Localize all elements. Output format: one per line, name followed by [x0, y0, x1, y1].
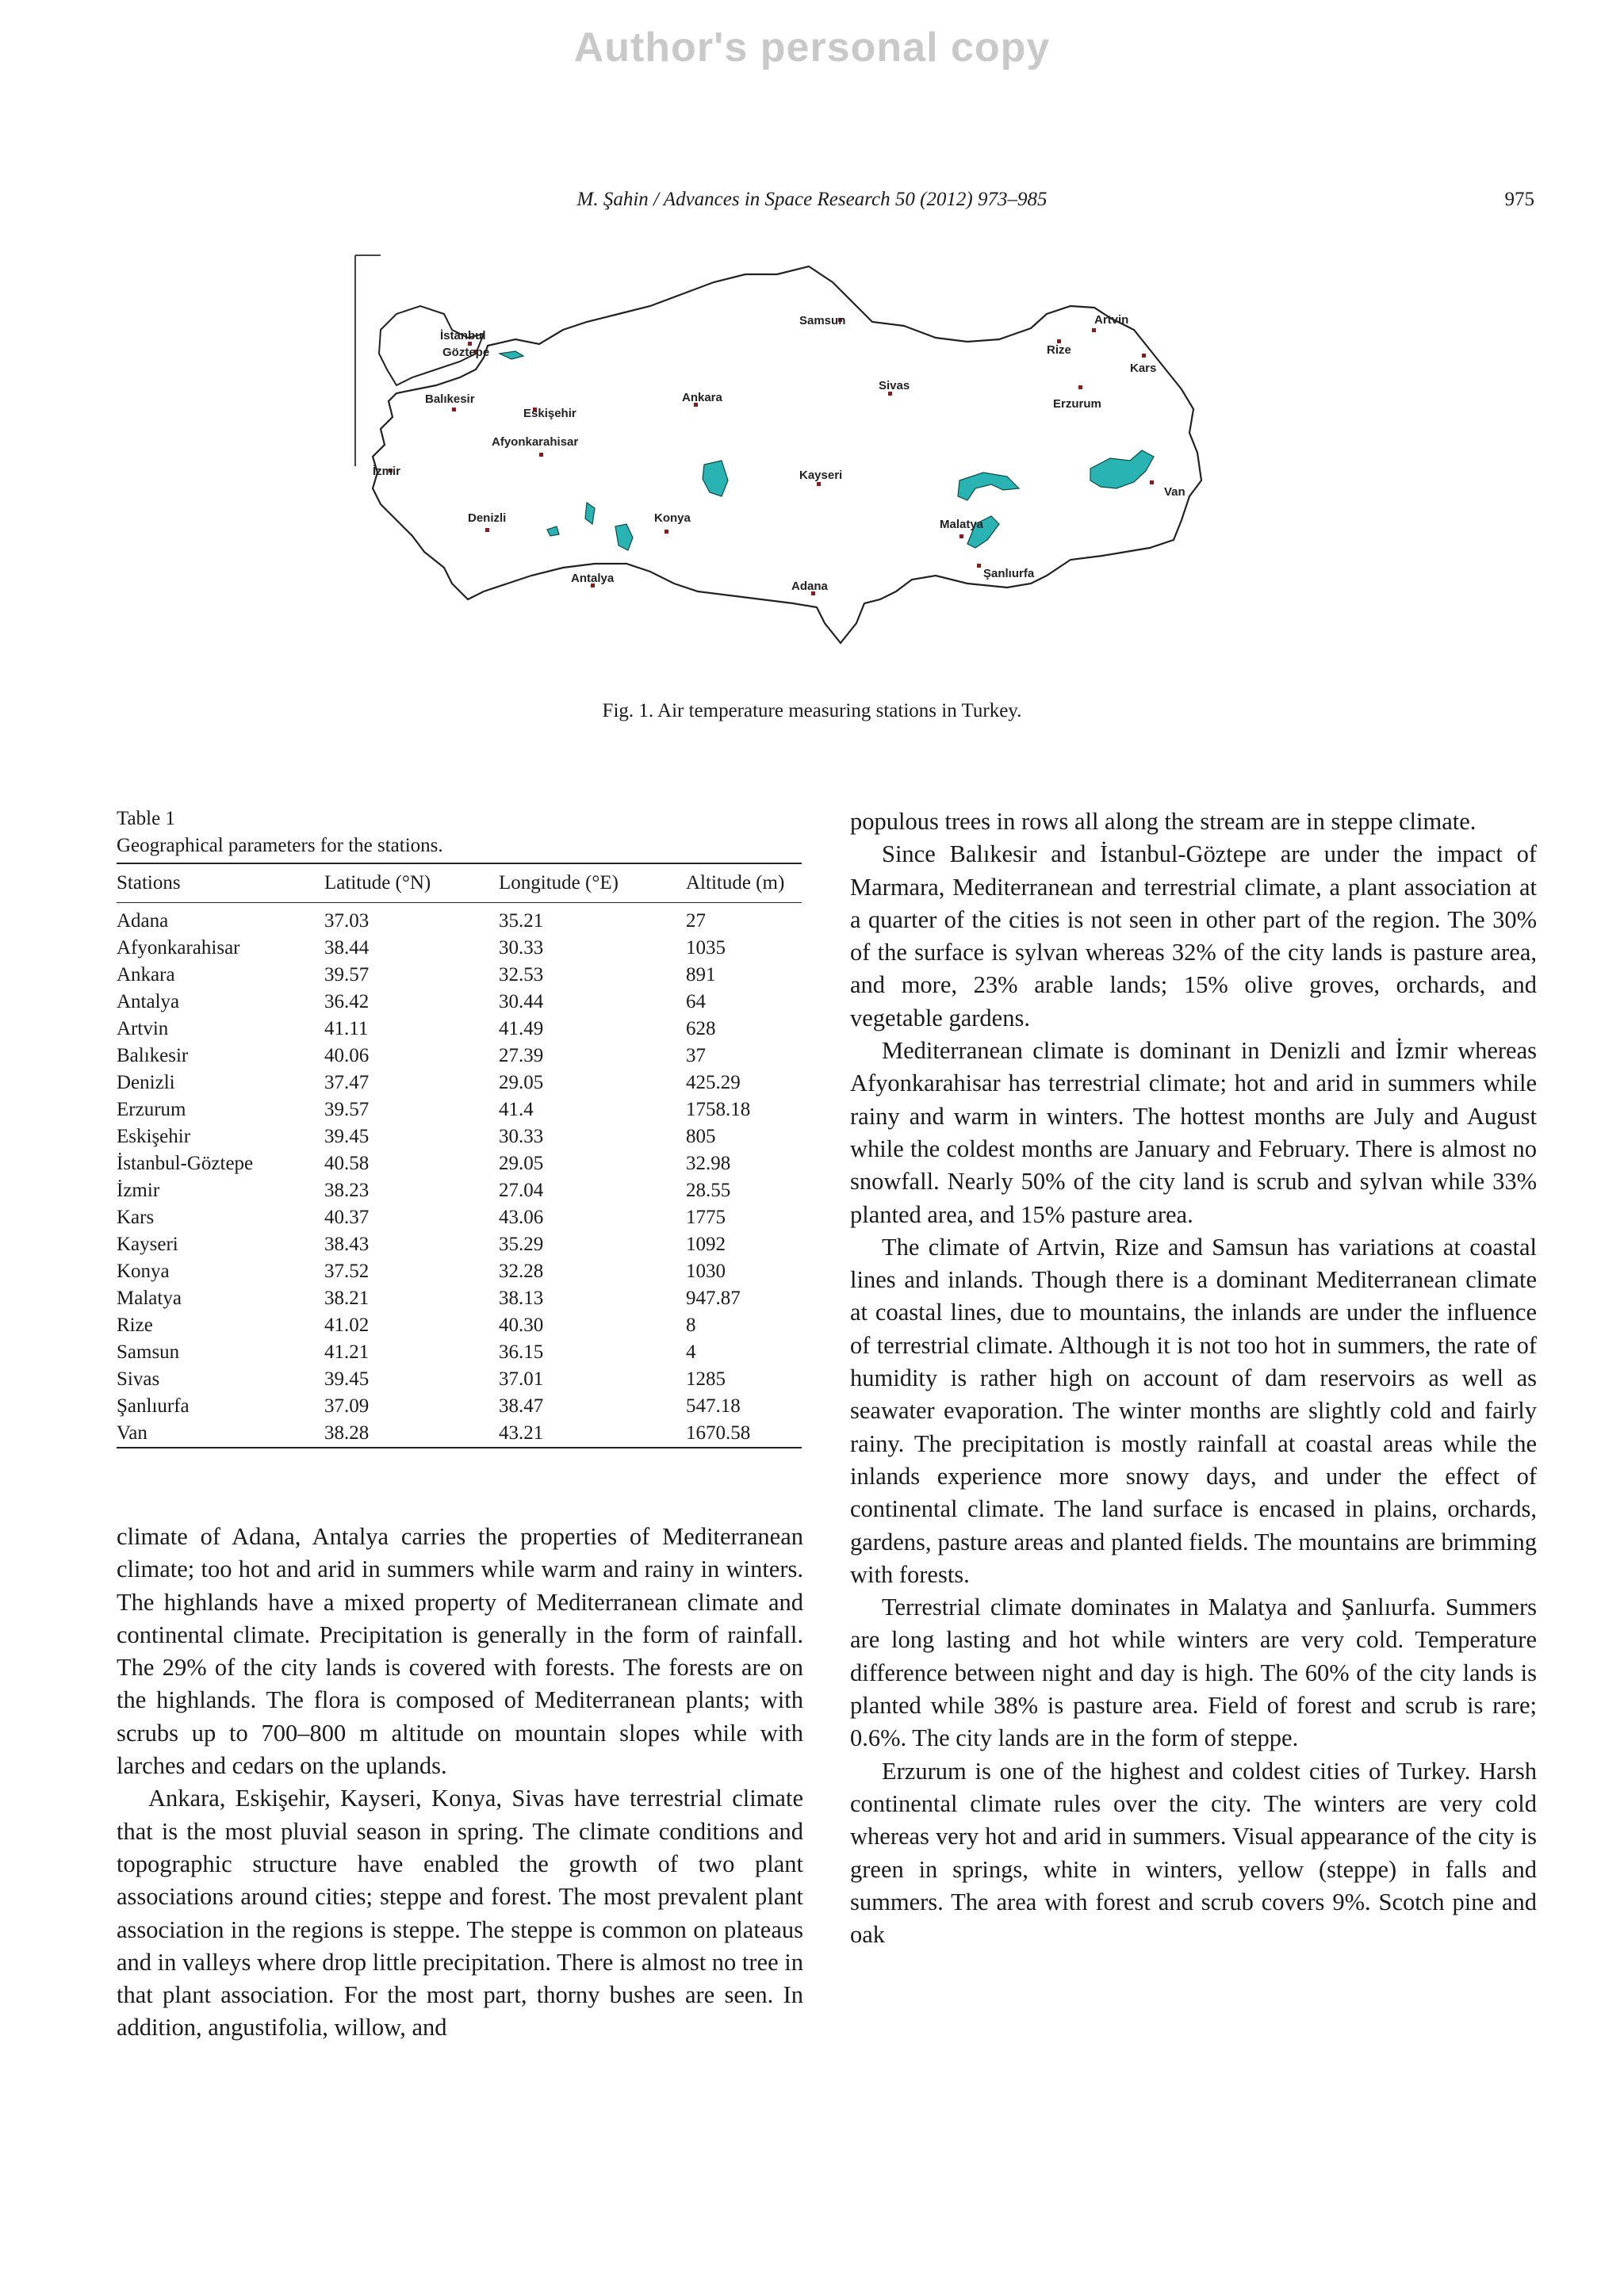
cell-altitude: 1285 [686, 1368, 726, 1390]
cell-longitude: 40.30 [499, 1314, 544, 1336]
table-row [117, 1070, 802, 1096]
cell-longitude: 38.13 [499, 1288, 544, 1309]
cell-altitude: 1775 [686, 1207, 726, 1228]
table-row [117, 1016, 802, 1043]
table-row [117, 1177, 802, 1204]
cell-station: İzmir [117, 1180, 160, 1201]
cell-longitude: 29.05 [499, 1153, 544, 1174]
cell-longitude: 43.21 [499, 1422, 544, 1444]
paragraph: populous trees in rows all along the stream are in steppe climate. [850, 808, 1477, 835]
cell-altitude: 628 [686, 1018, 716, 1039]
cell-latitude: 38.21 [324, 1288, 370, 1309]
table-row [117, 1285, 802, 1312]
cell-longitude: 30.44 [499, 991, 544, 1012]
city-label-sanliurfa: Şanlıurfa [983, 567, 1035, 580]
cell-longitude: 32.28 [499, 1261, 544, 1282]
cell-latitude: 40.06 [324, 1045, 370, 1066]
cell-station: Erzurum [117, 1099, 186, 1120]
cell-station: İstanbul-Göztepe [117, 1153, 254, 1174]
cell-latitude: 39.45 [324, 1368, 370, 1390]
table-row [117, 935, 802, 962]
left-text-column [117, 1521, 803, 2045]
table-header-row [117, 863, 802, 903]
table-row [117, 962, 802, 989]
cell-latitude: 38.44 [324, 937, 370, 959]
city-label-antalya: Antalya [571, 572, 615, 585]
paragraph: Mediterranean climate is dominant in Denizli and İzmir whereas Afyonkarahisar has terrestrial climate; hot and arid in summers while rainy and warm in winters. The hottest months are July and August while the coldest months are January and February. There is almost no snowfall. Nearly 50% of the city land is scrub and sylvan while 33% planted area, and 15% pasture area. [850, 1037, 1537, 1228]
city-label-artvin: Artvin [1094, 313, 1129, 327]
table-row [117, 1204, 802, 1231]
table-row [117, 903, 802, 936]
station-table [117, 863, 802, 1448]
station-table-block [117, 806, 802, 1448]
cell-station: Sivas [117, 1368, 160, 1390]
table-row [117, 1420, 802, 1448]
cell-latitude: 38.23 [324, 1180, 370, 1201]
dam-keban [958, 473, 1019, 500]
city-label-kars: Kars [1130, 362, 1157, 375]
cell-longitude: 29.05 [499, 1072, 544, 1093]
paragraph: Terrestrial climate dominates in Malatya and Şanlıurfa. Summers are long lasting and hot while winters are very cold. Temperature difference between night and day is high. The 60% of the city lands is planted while 38% is pasture area. Field of forest and scrub is rare; 0.6%. The city lands are in the form of steppe. [850, 1594, 1537, 1752]
right-text-column [850, 806, 1537, 1951]
table-row [117, 1231, 802, 1258]
table-row [117, 1150, 802, 1177]
city-label-malatya: Malatya [940, 518, 984, 531]
city-dot-sanliurfa [977, 564, 981, 568]
cell-latitude: 40.58 [324, 1153, 370, 1174]
page-number: 975 [1504, 189, 1534, 210]
cell-altitude: 1758.18 [686, 1099, 751, 1120]
cell-latitude: 37.52 [324, 1261, 370, 1282]
cell-altitude: 1035 [686, 937, 726, 959]
cell-altitude: 1092 [686, 1234, 726, 1255]
cell-altitude: 891 [686, 964, 716, 985]
cell-station: Adana [117, 910, 169, 932]
cell-latitude: 36.42 [324, 991, 370, 1012]
city-label-kayseri: Kayseri [799, 469, 843, 482]
cell-altitude: 947.87 [686, 1288, 741, 1309]
cell-altitude: 547.18 [686, 1395, 741, 1417]
table-row [117, 1393, 802, 1420]
cell-station: Artvin [117, 1018, 169, 1039]
city-label-ankara: Ankara [682, 391, 722, 404]
city-dot-kayseri [817, 482, 821, 486]
cell-longitude: 30.33 [499, 1126, 544, 1147]
city-label-sivas: Sivas [879, 379, 910, 392]
city-label-rize: Rize [1047, 343, 1071, 357]
cell-altitude: 425.29 [686, 1072, 741, 1093]
lake-egirdir [585, 503, 595, 524]
city-label-balikesir: Balıkesir [425, 392, 475, 406]
anatolia-outline [373, 266, 1201, 643]
city-dot-erzurum [1078, 385, 1082, 389]
city-dot-denizli [485, 528, 489, 532]
cell-altitude: 27 [686, 910, 706, 932]
cell-station: Eskişehir [117, 1126, 191, 1147]
city-label-afyonkarahisar: Afyonkarahisar [492, 435, 579, 449]
cell-latitude: 38.28 [324, 1422, 370, 1444]
cell-station: Ankara [117, 964, 175, 985]
paragraph: Ankara, Eskişehir, Kayseri, Konya, Sivas have terrestrial climate that is the most pluvial season in spring. The climate conditions and topographic structure have enabled the growth of two plant associations around cities; steppe and forest. The most prevalent plant association in the regions is steppe. The steppe is common on plateaus and in valleys where drop little precipitation. There is almost no tree in that plant association. For the most part, thorny bushes are seen. In addition, angustifolia, willow, and [117, 1785, 803, 2042]
cell-latitude: 40.37 [324, 1207, 370, 1228]
cell-latitude: 39.57 [324, 964, 370, 985]
cell-longitude: 27.04 [499, 1180, 544, 1201]
cell-longitude: 32.53 [499, 964, 544, 985]
city-dot-van [1150, 480, 1154, 484]
cell-longitude: 35.29 [499, 1234, 544, 1255]
city-label-denizli: Denizli [468, 511, 507, 525]
lake-tuz [703, 461, 728, 496]
city-label-adana: Adana [791, 580, 828, 593]
header-longitude: Longitude (°E) [499, 872, 619, 894]
table-row [117, 1096, 802, 1123]
city-label-eskisehir: Eskişehir [523, 407, 576, 420]
city-dot-artvin [1092, 328, 1096, 332]
cell-altitude: 805 [686, 1126, 716, 1147]
cell-station: Konya [117, 1261, 170, 1282]
figure-caption: Fig. 1. Air temperature measuring stations in Turkey. [602, 700, 1022, 721]
cell-station: Denizli [117, 1072, 175, 1093]
city-dot-malatya [959, 534, 963, 538]
cell-station: Balıkesir [117, 1045, 189, 1066]
table-row [117, 1258, 802, 1285]
cell-station: Rize [117, 1314, 153, 1336]
cell-altitude: 32.98 [686, 1153, 731, 1174]
cell-latitude: 41.11 [324, 1018, 369, 1039]
cell-station: Şanlıurfa [117, 1395, 190, 1417]
lake-van [1090, 450, 1154, 488]
paragraph: climate of Adana, Antalya carries the properties of Mediterranean climate; too hot and arid in summers while warm and rainy in winters. The highlands have a mixed property of Mediterranean climate and continental climate. Precipitation is generally in the form of rainfall. The 29% of the city lands is covered with forests. The forests are on the highlands. The flora is composed of Mediterranean plants; with scrubs up to 700–800 m altitude on mountain slopes while with larches and cedars on the uplands. [117, 1523, 803, 1780]
city-label-izmir: İzmir [373, 465, 401, 478]
lake-burdur [547, 526, 559, 536]
cell-longitude: 27.39 [499, 1045, 544, 1066]
table-row [117, 1123, 802, 1150]
cell-station: Antalya [117, 991, 180, 1012]
table-row [117, 1043, 802, 1070]
lake-marmara-inland [500, 351, 523, 359]
cell-station: Kars [117, 1207, 155, 1228]
city-label-van: Van [1164, 485, 1185, 499]
cell-altitude: 8 [686, 1314, 696, 1336]
table-row [117, 989, 802, 1016]
table-row [117, 1366, 802, 1393]
cell-latitude: 37.47 [324, 1072, 370, 1093]
cell-station: Samsun [117, 1341, 180, 1363]
running-head: M. Şahin / Advances in Space Research 50 (2012) 973–985 [576, 189, 1048, 210]
cell-altitude: 1670.58 [686, 1422, 751, 1444]
cell-altitude: 28.55 [686, 1180, 731, 1201]
paragraph: Erzurum is one of the highest and coldest cities of Turkey. Harsh continental climate rules over the city. The winters are very cold whereas very hot and arid in summers. Visual appearance of the city is green in springs, white in winters, yellow (steppe) in falls and summers. The area with forest and scrub covers 9%. Scotch pine and oak [850, 1757, 1537, 1949]
city-dot-balikesir [452, 408, 456, 411]
cell-latitude: 38.43 [324, 1234, 370, 1255]
cell-altitude: 37 [686, 1045, 706, 1066]
header-altitude: Altitude (m) [686, 872, 785, 894]
city-label-samsun: Samsun [799, 314, 846, 327]
table-row [117, 1312, 802, 1339]
city-dot-konya [665, 530, 668, 534]
cell-longitude: 36.15 [499, 1341, 544, 1363]
cell-longitude: 37.01 [499, 1368, 544, 1390]
cell-altitude: 1030 [686, 1261, 726, 1282]
table-caption: Geographical parameters for the stations. [117, 835, 443, 856]
city-label-konya: Konya [654, 511, 691, 525]
cell-latitude: 37.09 [324, 1395, 370, 1417]
cell-longitude: 41.49 [499, 1018, 544, 1039]
cell-latitude: 37.03 [324, 910, 370, 932]
city-dot-afyonkarahisar [539, 453, 543, 457]
table-body [117, 903, 802, 1448]
cell-station: Kayseri [117, 1234, 178, 1255]
cell-latitude: 41.21 [324, 1341, 370, 1363]
cell-longitude: 41.4 [499, 1099, 534, 1120]
cell-longitude: 35.21 [499, 910, 544, 932]
cell-station: Van [117, 1422, 147, 1444]
city-label-goztepe: Göztepe [442, 346, 490, 359]
paragraph: Since Balıkesir and İstanbul-Göztepe are under the impact of Marmara, Mediterranean and terrestrial climate, a plant association at a quarter of the cities is not seen in other part of the region. The 30% of the surface is sylvan whereas 32% of the city lands is pasture area, and more, 23% arable lands; 15% olive groves, orchards, and vegetable gardens. [850, 840, 1537, 1031]
cell-station: Afyonkarahisar [117, 937, 240, 959]
cell-latitude: 39.57 [324, 1099, 370, 1120]
cell-altitude: 4 [686, 1341, 696, 1363]
table-row [117, 1339, 802, 1366]
city-label-istanbul: İstanbul [440, 329, 486, 342]
turkey-station-map [349, 251, 1277, 679]
header-latitude: Latitude (°N) [324, 872, 431, 894]
header-stations: Stations [117, 872, 181, 894]
table-label: Table 1 [117, 808, 175, 829]
cell-latitude: 39.45 [324, 1126, 370, 1147]
cell-longitude: 30.33 [499, 937, 544, 959]
cell-altitude: 64 [686, 991, 706, 1012]
paragraph: The climate of Artvin, Rize and Samsun has variations at coastal lines and inlands. Though there is a dominant Mediterranean climate at coastal lines, due to mountains, the inlands are under the influence of terrestrial climate. Although it is not too hot in summers, the rate of humidity is rather high on account of dam reservoirs as well as seawater evaporation. The winter months are slightly cold and fairly rainy. The precipitation is mostly rainfall at coastal areas while the inlands experience more snowy days, and under the effect of continental climate. The land surface is encased in plains, orchards, gardens, pasture areas and planted fields. The mountains are brimming with forests. [850, 1233, 1537, 1588]
cell-longitude: 38.47 [499, 1395, 544, 1417]
city-label-erzurum: Erzurum [1053, 397, 1101, 411]
lake-beysehir [615, 524, 633, 550]
cell-station: Malatya [117, 1288, 182, 1309]
cell-latitude: 41.02 [324, 1314, 370, 1336]
watermark: Author's personal copy [573, 25, 1051, 71]
city-dot-kars [1142, 354, 1146, 358]
cell-longitude: 43.06 [499, 1207, 544, 1228]
